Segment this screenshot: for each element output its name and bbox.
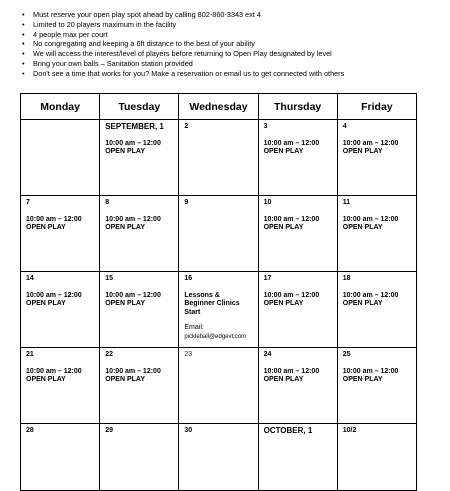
open-play-slot: 10:00 am – 12:00 OPEN PLAY — [105, 292, 161, 308]
calendar-cell — [21, 196, 100, 272]
open-play-slot: 10:00 am – 12:00 OPEN PLAY — [26, 216, 82, 232]
calendar-week-row — [21, 348, 417, 424]
cell-date: 21 — [26, 351, 34, 358]
calendar-week-row — [21, 196, 417, 272]
cell-date: 10/2 — [342, 427, 357, 434]
cell-date: 7 — [26, 199, 30, 206]
calendar-header-row — [21, 94, 417, 120]
calendar-cell — [258, 120, 337, 196]
schedule-calendar — [20, 93, 417, 491]
calendar-cell — [100, 272, 179, 348]
calendar-cell — [258, 348, 337, 424]
cell-date: 15 — [105, 275, 113, 282]
day-header-monday: Monday — [21, 94, 100, 120]
cell-date: 17 — [263, 275, 272, 282]
open-play-slot: 10:00 am – 12:00 OPEN PLAY — [342, 368, 399, 384]
cell-date: 3 — [263, 123, 268, 130]
calendar-cell — [337, 196, 416, 272]
calendar-cell — [179, 348, 258, 424]
cell-date: 30 — [184, 427, 193, 434]
contact-email: pickleball@edgevt.com — [184, 333, 247, 340]
calendar-cell — [258, 424, 337, 491]
calendar-cell — [258, 272, 337, 348]
open-play-slot: 10:00 am – 12:00 OPEN PLAY — [26, 292, 82, 308]
cell-date: 18 — [342, 275, 351, 282]
calendar-cell — [337, 424, 416, 491]
open-play-slot: 10:00 am – 12:00 OPEN PLAY — [263, 292, 320, 308]
clinic-notice: Lessons & Beginner Clinics Start — [184, 292, 240, 316]
day-header-thursday: Thursday — [258, 94, 337, 120]
day-header-wednesday: Wednesday — [179, 94, 258, 120]
page-title — [30, 0, 390, 5]
guidelines-list — [20, 10, 440, 79]
guideline-item: • We will access the interest/level of players before returning to Open Play designated by level — [20, 49, 440, 59]
open-play-slot: 10:00 am – 12:00 OPEN PLAY — [105, 216, 161, 232]
calendar-week-row — [21, 272, 417, 348]
cell-date: OCTOBER, 1 — [263, 426, 313, 435]
open-play-slot: 10:00 am – 12:00 OPEN PLAY — [263, 368, 320, 384]
calendar-cell — [100, 196, 179, 272]
cell-date: 23 — [184, 351, 193, 358]
calendar-cell — [179, 272, 258, 348]
cell-date: 4 — [342, 123, 347, 130]
calendar-cell — [337, 120, 416, 196]
guideline-item: • 4 people max per court — [20, 30, 440, 40]
guideline-item: • Don't see a time that works for you? Make a reservation or email us to get connected with others — [20, 69, 440, 79]
calendar-cell — [337, 348, 416, 424]
calendar-cell — [258, 196, 337, 272]
open-play-slot: 10:00 am – 12:00 OPEN PLAY — [342, 140, 399, 156]
cell-date: 11 — [342, 199, 351, 206]
guideline-item: • Bring your own balls – Sanitation station provided — [20, 59, 440, 69]
guideline-item: • No congregating and keeping a 6ft distance to the best of your ability — [20, 39, 440, 49]
calendar-cell — [21, 348, 100, 424]
calendar-cell — [21, 272, 100, 348]
open-play-slot: 10:00 am – 12:00 OPEN PLAY — [342, 292, 399, 308]
guideline-item: • Must reserve your open play spot ahead by calling 802-860-3343 ext 4 — [20, 10, 440, 20]
calendar-cell — [337, 272, 416, 348]
open-play-slot: 10:00 am – 12:00 OPEN PLAY — [26, 368, 82, 384]
calendar-cell — [179, 120, 258, 196]
cell-date: 16 — [184, 275, 193, 282]
calendar-cell — [100, 424, 179, 491]
email-label: Email: — [184, 324, 204, 332]
open-play-slot: 10:00 am – 12:00 OPEN PLAY — [105, 140, 161, 156]
guideline-item: • Limited to 20 players maximum in the facility — [20, 20, 440, 30]
calendar-cell — [179, 424, 258, 491]
day-header-friday: Friday — [337, 94, 416, 120]
calendar-week-row — [21, 120, 417, 196]
cell-date: 14 — [26, 275, 34, 282]
cell-date: 10 — [263, 199, 272, 206]
open-play-slot: 10:00 am – 12:00 OPEN PLAY — [105, 368, 161, 384]
open-play-slot: 10:00 am – 12:00 OPEN PLAY — [342, 216, 399, 232]
cell-date: 2 — [184, 123, 189, 130]
cell-date: 28 — [26, 427, 34, 434]
cell-date: 29 — [105, 427, 113, 434]
calendar-cell — [100, 348, 179, 424]
calendar-cell — [100, 120, 179, 196]
cell-date: 9 — [184, 199, 189, 206]
calendar-cell-empty — [21, 120, 100, 196]
cell-date: 24 — [263, 351, 272, 358]
calendar-week-row — [21, 424, 417, 491]
day-header-tuesday: Tuesday — [100, 94, 179, 120]
open-play-slot: 10:00 am – 12:00 OPEN PLAY — [263, 216, 320, 232]
cell-date: SEPTEMBER, 1 — [105, 122, 164, 131]
calendar-cell — [21, 424, 100, 491]
calendar-cell — [179, 196, 258, 272]
open-play-slot: 10:00 am – 12:00 OPEN PLAY — [263, 140, 320, 156]
cell-date: 8 — [105, 199, 110, 206]
cell-date: 25 — [342, 351, 351, 358]
cell-date: 22 — [105, 351, 113, 358]
